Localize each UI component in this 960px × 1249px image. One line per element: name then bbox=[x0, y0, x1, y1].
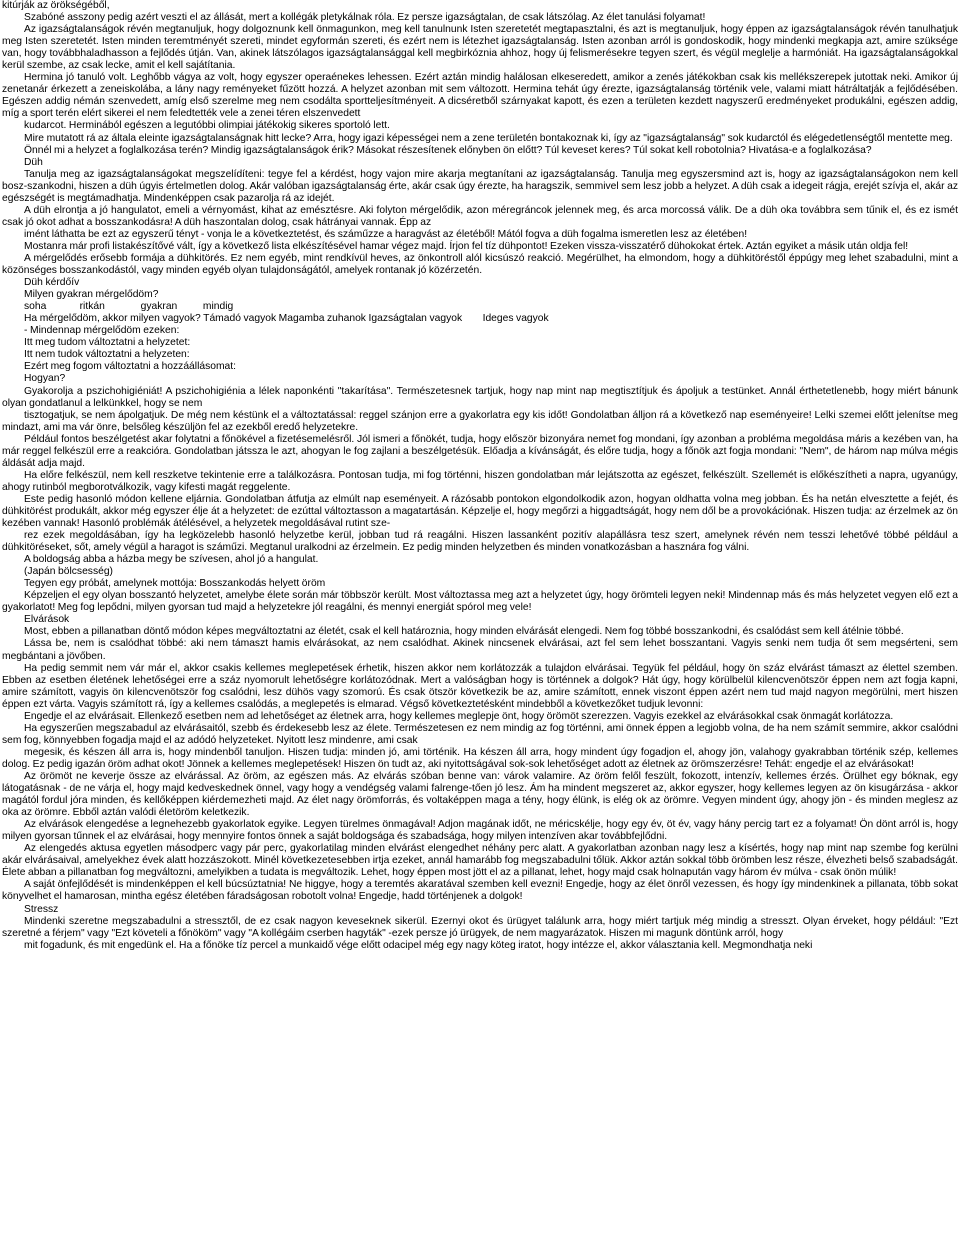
paragraph: Ezért meg fogom változtatni a hozzáállásomat: bbox=[24, 361, 236, 373]
paragraph: - Mindennap mérgelődöm ezeken: bbox=[24, 325, 180, 337]
paragraph: kitúrják az örökségéből, bbox=[2, 0, 110, 11]
paragraph: A düh elrontja a jó hangulatot, emeli a vérnyomást, kihat az emésztésre. Aki folyton mérgelődik, azon méregráncok jelennek meg, és arca morcossá válik. De a düh oka továbbra sem tűnik el, és ez ismét csak jó okot adhat a bosszankodásra! A düh haszontalan dolog, csak hátrányai vannak. Épp az bbox=[2, 204, 958, 228]
paragraph: Tanulja meg az igazságtalanságokat megszelídíteni: tegye fel a kérdést, hogy vajon mire akarja megtanítani az igazságtalanság. Tanulja meg egyszersmind azt is, hogy az igazságtalanságokon nem kell bosz-szankodni, hiszen a düh úgyis értelmetlen dolog. Akár valóban igazságtalanság érte, akár csak úgy érezte, ha haragszik, semmivel sem lesz jobb a helyzet. A düh csak a idegeit rágja, erejét szívja el, akár az egészségét is megtámadhatja. Mindenképpen csak pazarolja rá az idejét. bbox=[2, 168, 958, 204]
paragraph: Az elengedés aktusa egyetlen másodperc vagy pár perc, gyakorlatilag minden elvárást elengedhet néhány perc alatt. A gyakorlatban azonban nagy lesz a kísértés, hogy nap mint nap szembe fog kerülni akár elvárásaival, amelyekhez évek alatt hozzászokott. Minél következetesebben irtja ezeket, annál hamarább fog megszabadulni tőlük. Akkor aztán sokkal több örömben lesz része, élvezheti belső szabadságát. Élete abban a pillanatban fog megváltozni, amelyikben a tudata is megváltozik. Lehet, hogy éppen most jött el az a pillanat, lehet, hogy majd csak holnapután vagy három év múlva - csak önön múlik! bbox=[2, 843, 958, 879]
paragraph: Düh bbox=[24, 156, 43, 168]
paragraph: A boldogság abba a házba megy be szívesen, ahol jó a hangulat. bbox=[24, 554, 319, 566]
paragraph: Most, ebben a pillanatban döntő módon képes megváltoztatni az életét, csak el kell határoznia, hogy minden elvárását elengedi. Nem fog többé bosszankodni, és csalódást sem kell átélnie többé. bbox=[24, 626, 904, 638]
paragraph: imént láthatta be ezt az egyszerű tényt - vonja le a következtetést, és száműzze a haragvást az életéből! Mától fogva a düh fogalma ismeretlen lesz az életében! bbox=[24, 228, 748, 240]
paragraph: Este pedig hasonló módon kellene eljárnia. Gondolatban átfutja az elmúlt nap eseményeit. A rázósabb pontokon elgondolkodik azon, hogyan oldhatta volna meg jobban. És ha netán elvesztette a fejét, és dühkitörést produkált, akkor még egyszer élje át a helyzetet: de ezúttal változtasson a magatartásán. Képzelje el, hogy megőrzi a higgadtságát, hogy nem dől be a provokációnak. Hiszen tudja: az érzelmek az ön kezében vannak! Hasonló problémák átélésével, a helyzetek megoldásával rutint sze- bbox=[2, 493, 958, 530]
paragraph: Mostanra már profi listakészítővé vált, így a következő lista elkészítésével hamar végez majd. Írjon fel tíz dühpontot! Ezeken vissza-visszatérő dühokokat értek. Aztán egyiket a másik után oldja fel! bbox=[24, 240, 909, 252]
paragraph: Az elvárások elengedése a legnehezebb gyakorlatok egyike. Legyen türelmes önmagával! Adjon magának időt, ne méricskélje, hogy egy év, öt év, vagy hány percig tart ez a folyamat! Ön dönt arról is, hogy milyen gyorsan tűnnek el az elvárásai, hogy mennyire fontos önnek a saját boldogsága és szabadsága, hogy milyen intenzíven akar továbbfejlődni. bbox=[2, 819, 958, 843]
paragraph: Ha mérgelődöm, akkor milyen vagyok? Támadó vagyok Magamba zuhanok Igazságtalan vagyok Ideges vagyok bbox=[24, 313, 549, 325]
paragraph: Képzeljen el egy olyan bosszantó helyzetet, amelybe élete során már többször került. Most változtassa meg azt a helyzetet úgy, hogy örömteli legyen neki! Mindennap más és más helyzetet vegyen elő ezt a gyakorlatot! Meg fog lepődni, milyen gyorsan tud majd a helyzetekre jól reagálni, és mennyi energiát spórol meg vele! bbox=[2, 590, 958, 614]
paragraph: Szabóné asszony pedig azért veszti el az állását, mert a kollégák pletykálnak róla. Ez persze igazságtalan, de csak látszólag. Az élet tanulási folyamat! bbox=[24, 12, 706, 24]
paragraph: Ha pedig semmit nem vár már el, akkor csakis kellemes meglepetések érhetik, hiszen akkor nem korlátozzák a tulajdon elvárásai. Tegyük fel például, hogy ön száz elvárást támaszt az élettel szemben. Ebben az esetben életének lehetőségei erre a száz nyomorult lehetőségre korlátozódnak. Mert a valóságban hogy is történnek a dolgok? Hát úgy, hogy körülbelül kilencvenötször éppen nem azt fogja kapni, amire számított, vagyis ön kilencvenötször fog csalódni, lesz dühös vagy szomorú. És csak ötször következik be az, amire számított, ennek viszont éppen azért nem tud majd nagyon megörülni, mert hiszen éppen ezt várta. Vagyis számított rá, így a kellemes csalódás, a meglepetés is elmarad. Végső következtetésként mindebből a következőket tudjuk levonni: bbox=[2, 662, 958, 710]
paragraph: Düh kérdőív bbox=[24, 277, 80, 289]
paragraph: Lássa be, nem is csalódhat többé: aki nem támaszt hamis elvárásokat, az nem csalódhat. Akinek nincsenek elvárásai, azt fel sem lehet bosszantani. Vagyis senki nem tudja őt sem megsérteni, sem megbántani a jövőben. bbox=[2, 638, 958, 662]
paragraph: soha ritkán gyakran mindig bbox=[24, 301, 234, 313]
paragraph: kudarcot. Herminából egészen a legutóbbi olimpiai játékokig sikeres sportoló lett. bbox=[24, 120, 390, 132]
paragraph: Gyakorolja a pszichohigiéniát! A pszichohigiénia a lélek naponkénti "takarítása". Természetesnek tartjuk, hogy nap mint nap megtisztítjuk és ápoljuk a testünket. Annál érthetetlenebb, hogy miért bánunk olyan gondatlanul a lelkünkkel, hogy se nem bbox=[2, 385, 958, 409]
paragraph: Például fontos beszélgetést akar folytatni a főnökével a fizetésemelésről. Jól ismeri a főnökét, tudja, hogy először bizonyára nemet fog mondani, így azonban a probléma megoldása máris a kezében van, ha már reggel felkészül erre a reakcióra. Gondolatban játssza le azt, ahogyan le fog zajlani a beszélgetésük. Előadja a kívánságát, és előre tudja, hogy a főnök azt fogja mondani: "Nem", de három nap múlva mégis áldását adja majd. bbox=[2, 433, 958, 469]
paragraph: Ha egyszerűen megszabadul az elvárásaitól, szebb és érdekesebb lesz az élete. Természetesen ez nem mindig az fog történni, ami önnek éppen a legjobb volna, de ha nem számít semmire, akkor csalódni sem fog, könnyebben fogadja majd el az adódó helyzeteket. Nyitott lesz mindenre, ami csak bbox=[2, 722, 958, 746]
paragraph: Elvárások bbox=[24, 614, 70, 626]
paragraph: Hogyan? bbox=[24, 373, 66, 385]
paragraph: Itt nem tudok változtatni a helyzeten: bbox=[24, 349, 190, 361]
paragraph: Az igazságtalanságok révén megtanuljuk, hogy dolgoznunk kell önmagunkon, meg kell tanulnunk Isten szeretetét megtapasztalni, és azt is megtanuljuk, hogy éppen az igazságtalanságok révén tanulhatjuk meg Isten szeretetét. Isten minden teremtményét szereti, mindet egyformán szereti, és ezért nem is létezhet igazságtalanság. Isten azonban arról is gondoskodik, hogy mindenki megkapja azt, amire szüksége van, hogy továbbhaladhasson a fejlődés útján. Van, akinek látszólagos igazságtalansággal kell megbirkóznia ahhoz, hogy új felismerésekre tegyen szert, és végül meglelje a harmóniát. Ha igazságtalanságokkal kerül szembe, az csak lecke, amit el kell sajátítania. bbox=[2, 24, 958, 72]
paragraph: Engedje el az elvárásait. Ellenkező esetben nem ad lehetőséget az életnek arra, hogy kellemes meglepje önt, hogy örömöt szerezzen. Vagyis ezekkel az elvárásokkal csak önmagát korlátozza. bbox=[24, 710, 894, 722]
paragraph: Milyen gyakran mérgelődöm? bbox=[24, 289, 159, 301]
paragraph: Mindenki szeretne megszabadulni a stressztől, de ez csak nagyon keveseknek sikerül. Ezernyi okot és ürügyet találunk arra, hogy miért tartjuk még mindig a stresszt. Olyan érveket, hogy például: "Ezt szeretné a férjem" vagy "Ezt követeli a főnököm" vagy "A kollégáim cserben hagyták" -ezek persze jó ürügyek, de nem magyarázatok. Hiszen mi magunk döntünk arról, hogy bbox=[2, 915, 958, 939]
paragraph: (Japán bölcsesség) bbox=[24, 566, 113, 578]
paragraph: A mérgelődés erősebb formája a dühkitörés. Ez nem egyéb, mint rendkívül heves, az önkontroll alól kicsúszó reakció. Megérülhet, ha elmondom, hogy a dühkitöréstől éppúgy meg lehet szabadulni, mint a közönséges bosszankodástól, vagy minden egyéb olyan tulajdonságától, amelyek rontanak jó közérzetén. bbox=[2, 252, 958, 277]
paragraph: Itt meg tudom változtatni a helyzetet: bbox=[24, 337, 191, 349]
paragraph: Tegyen egy próbát, amelynek mottója: Bosszankodás helyett öröm bbox=[24, 578, 326, 590]
paragraph: megesik, és készen áll arra is, hogy mindenből tanuljon. Hiszen tudja: minden jó, ami történik. Ha készen áll arra, hogy mindent úgy fogadjon el, ahogy jön, valahogy gyakrabban történik szép, kellemes dolog. Ez pedig igazán öröm adhat okot! Jönnek a kellemes meglepetések! Hiszen ön tudt az, aki nyitottságával sok-sok lehetőséget adott az életnek az örömszerzésre! Tehát: engedje el az elvárásokat! bbox=[2, 746, 958, 770]
paragraph: tisztogatjuk, se nem ápolgatjuk. De még nem késtünk el a változtatással: reggel szánjon erre a gyakorlatra egy kis időt! Gondolatban álljon rá a következő nap eseményeire! Lelki szemei előtt jelenítse meg mindazt, ami ma vár önre, belsőleg készüljön fel az ezekből eredő helyzetekre. bbox=[2, 409, 958, 433]
paragraph: rez ezek megoldásában, így ha legközelebb hasonló helyzetbe kerül, jobban tud rá reagálni. Hiszen lassanként pozitív alapállásra tesz szert, amelynek révén nem tesszi lehetővé többé például a dühkitöréseket, sőt, amely végül a haragot is száműzi. Megtanul uralkodni az érzelmein. Ez pedig minden helyzetben és minden vonatkozásban a hasznára fog válni. bbox=[2, 530, 958, 554]
paragraph: A saját önfejlődését is mindenképpen el kell búcsúztatnia! Ne higgye, hogy a teremtés akaratával szemben kell evezni! Engedje, hogy az élet önről vezessen, és hogy így mindenkinek a pillanata, több sokat könyvelhet el hamarosan, mintha egész életében fáradságosan robotolt volna! Engedje, hadd történjenek a dolgok! bbox=[2, 879, 958, 903]
paragraph: Hermina jó tanuló volt. Leghőbb vágya az volt, hogy egyszer operaénekes lehessen. Ezért aztán mindig halálosan elkeseredett, amikor a zenés játékokban csak kis mellékszerepek jutottak neki. Amikor új zenetanár érkezett a zeneiskolába, a lány nagy reményeket fűzött hozzá. A helyzet azonban mit sem változott. Hermina tehát úgy érezte, igazságtalanság történik vele, valami miatt hátráltatják a fejlődésében. Egészen addig némán szenvedett, amíg első szerelme meg nem csodálta sportteljesítményeit. A dicséretből szárnyakat kapott, és ezen a területen kezdett nagyszerű eredményeket produkálni, egészen addig, míg a sport terén elért sikerei el nem feledtették vele a zenei téren elszenvedett bbox=[2, 72, 958, 120]
paragraph: Önnél mi a helyzet a foglalkozása terén? Mindig igazságtalanságok érik? Másokat részesítenek előnyben ön előtt? Túl keveset keres? Túl sokat kell robotolnia? Hivatása-e a foglalkozása? bbox=[24, 144, 872, 156]
paragraph: Mire mutatott rá az általa eleinte igazságtalanságnak hitt lecke? Arra, hogy igazi képességei nem a zene területén bontakoznak ki, így az "igazságtalanság" sok kudarctól és elégedetlenségtől mentette meg. bbox=[24, 132, 953, 144]
paragraph: Stressz bbox=[24, 903, 59, 915]
paragraph: Ha előre felkészül, nem kell reszketve tekintenie erre a találkozásra. Pontosan tudja, mi fog történni, hiszen gondolatban már lejátszotta az egészet, felkészült. Szellemét is előkészítheti a napra, ugyanúgy, ahogy rutinból megborotválkozik, vagy kifesti magát reggelente. bbox=[2, 469, 958, 493]
paragraph: mit fogadunk, és mit engedünk el. Ha a főnöke tíz percel a munkaidő vége előtt odacipel még egy nagy köteg iratot, hogy intézze el, akkor választania kell. Megmondhatja neki bbox=[24, 939, 813, 951]
paragraph: Az örömöt ne keverje össze az elvárással. Az öröm, az egészen más. Az elvárás szóban benne van: várok valamire. Az öröm felől feszült, fokozott, intenzív, kellemes érzés. Örülhet egy bóknak, egy látogatásnak - de ne várja el, hogy majd kedveskednek önnel, vagy hogy a vendégség valami falrenge-tően jó lesz. Ám ha mindent megszeret az, akkor egyszer, hogy kellemes legyen az ön kisugárzása - akkor magától fordul jóra minden, és kellőképpen kiérdemezheti majd. Az élet nagy örömforrás, és voltaképpen maga a tény, hogy élünk, is elég ok az örömre. Vegyen mindent úgy, ahogy jön - és minden meglesz az oka az örömre. Ebből aztán valódi életöröm keletkezik. bbox=[2, 771, 958, 819]
